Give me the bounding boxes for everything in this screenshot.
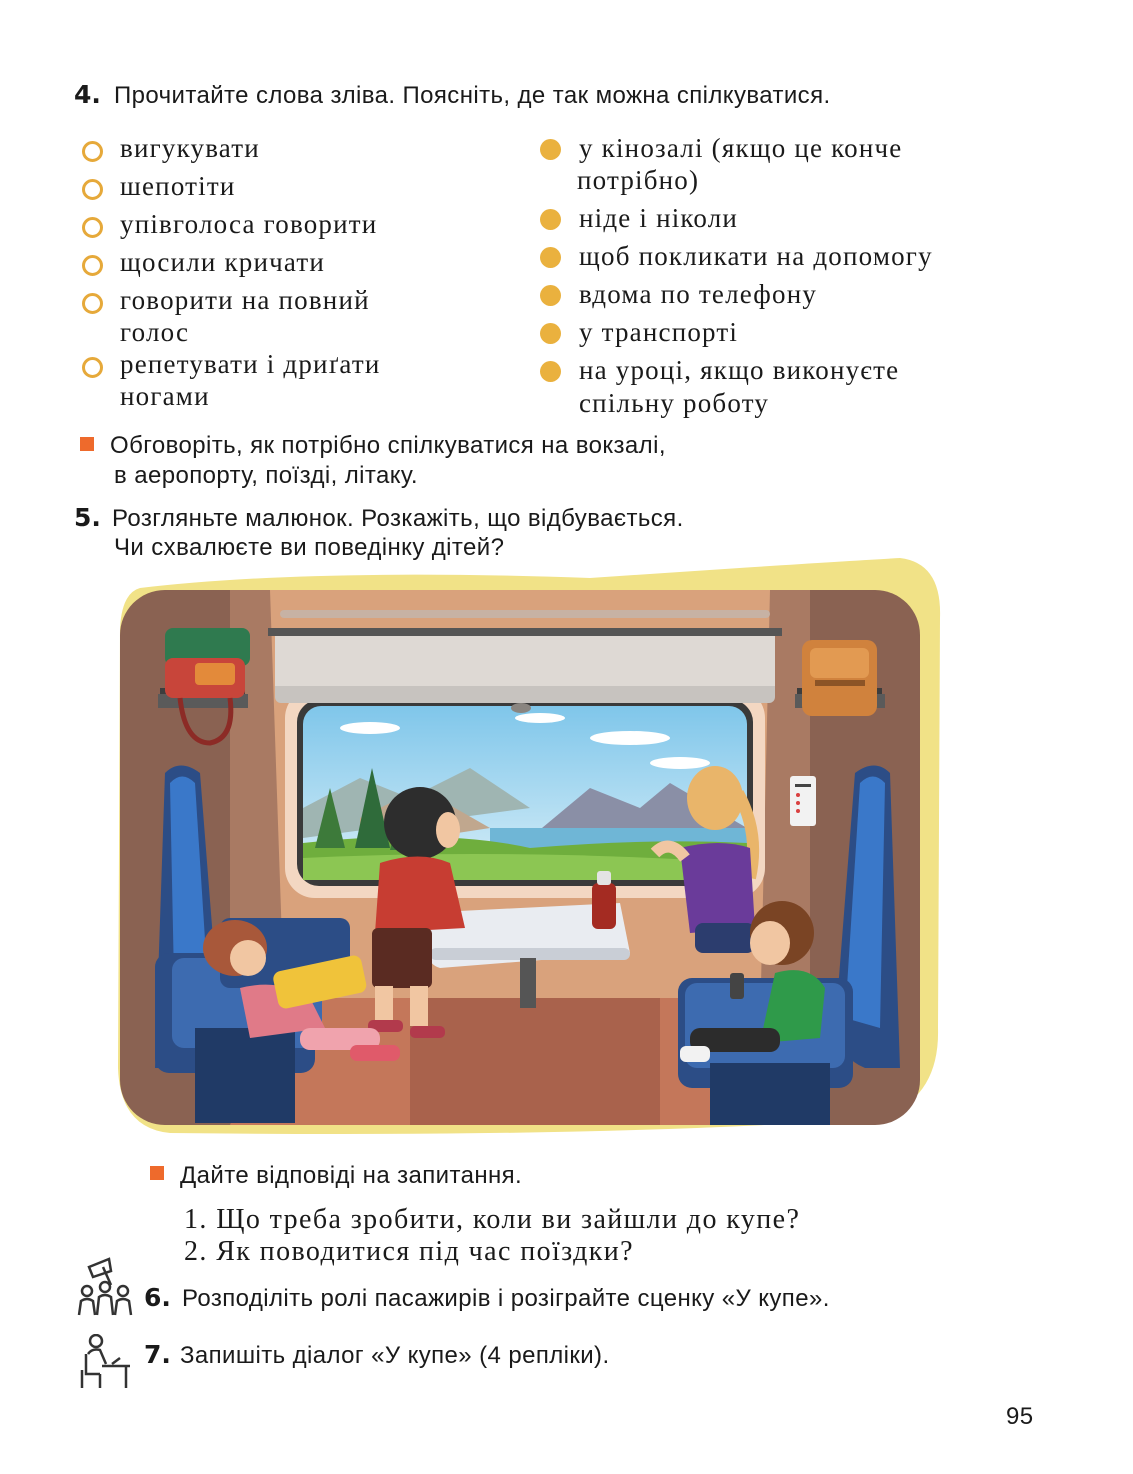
question-item: 2. Як поводитися під час поїздки? xyxy=(184,1236,634,1267)
right-item-continued: спільну роботу xyxy=(579,388,770,418)
left-item-continued: ногами xyxy=(120,381,210,411)
discuss-text: Обговоріть, як потрібно спілкуватися на вокзалі, xyxy=(110,432,666,459)
left-item: шепотіти xyxy=(120,171,236,201)
task-6-text: Розподіліть ролі пасажирів і розіграйте сценку «У купе». xyxy=(182,1285,830,1312)
ring-bullet-icon xyxy=(82,179,103,200)
left-item: упівголоса говорити xyxy=(120,209,378,239)
train-compartment-illustration xyxy=(110,558,946,1138)
task-5-number: 5. xyxy=(74,503,101,532)
left-item: щосили кричати xyxy=(120,247,326,277)
dot-bullet-icon xyxy=(540,139,561,160)
discuss-text-continued: в аеропорту, поїзді, літаку. xyxy=(114,462,418,489)
left-item-continued: голос xyxy=(120,317,190,347)
dot-bullet-icon xyxy=(540,285,561,306)
right-item: щоб покликати на допомогу xyxy=(579,241,933,271)
right-item: у кінозалі (якщо це конче xyxy=(579,133,903,163)
right-item: на уроці, якщо виконуєте xyxy=(579,355,900,385)
right-item: у транспорті xyxy=(579,317,739,347)
ring-bullet-icon xyxy=(82,141,103,162)
square-bullet-icon xyxy=(150,1166,164,1180)
right-item-continued: потрібно) xyxy=(577,165,700,195)
question-item: 1. Що треба зробити, коли ви зайшли до купе? xyxy=(184,1204,801,1235)
task-5-instruction: Розгляньте малюнок. Розкажіть, що відбувається. xyxy=(112,505,684,532)
dot-bullet-icon xyxy=(540,323,561,344)
left-item: репетувати і дриґати xyxy=(120,349,381,379)
answer-prompt: Дайте відповіді на запитання. xyxy=(180,1162,523,1189)
writing-desk-icon xyxy=(76,1334,132,1388)
task-7-text: Запишіть діалог «У купе» (4 репліки). xyxy=(180,1342,610,1369)
left-item: говорити на повний xyxy=(120,285,370,315)
page-number: 95 xyxy=(1006,1403,1034,1430)
left-item: вигукувати xyxy=(120,133,260,163)
task-6-number: 6. xyxy=(144,1283,171,1312)
ring-bullet-icon xyxy=(82,217,103,238)
ring-bullet-icon xyxy=(82,255,103,276)
ring-bullet-icon xyxy=(82,293,103,314)
task-7-number: 7. xyxy=(144,1340,171,1369)
right-item: ніде і ніколи xyxy=(579,203,739,233)
ring-bullet-icon xyxy=(82,357,103,378)
group-roleplay-icon xyxy=(75,1257,137,1317)
task-4-number: 4. xyxy=(74,80,101,109)
dot-bullet-icon xyxy=(540,247,561,268)
right-item: вдома по телефону xyxy=(579,279,818,309)
task-4-instruction: Прочитайте слова зліва. Поясніть, де так можна спілкуватися. xyxy=(114,82,831,109)
dot-bullet-icon xyxy=(540,361,561,382)
dot-bullet-icon xyxy=(540,209,561,230)
task-5-question: Чи схвалюєте ви поведінку дітей? xyxy=(114,534,505,561)
square-bullet-icon xyxy=(80,437,94,451)
